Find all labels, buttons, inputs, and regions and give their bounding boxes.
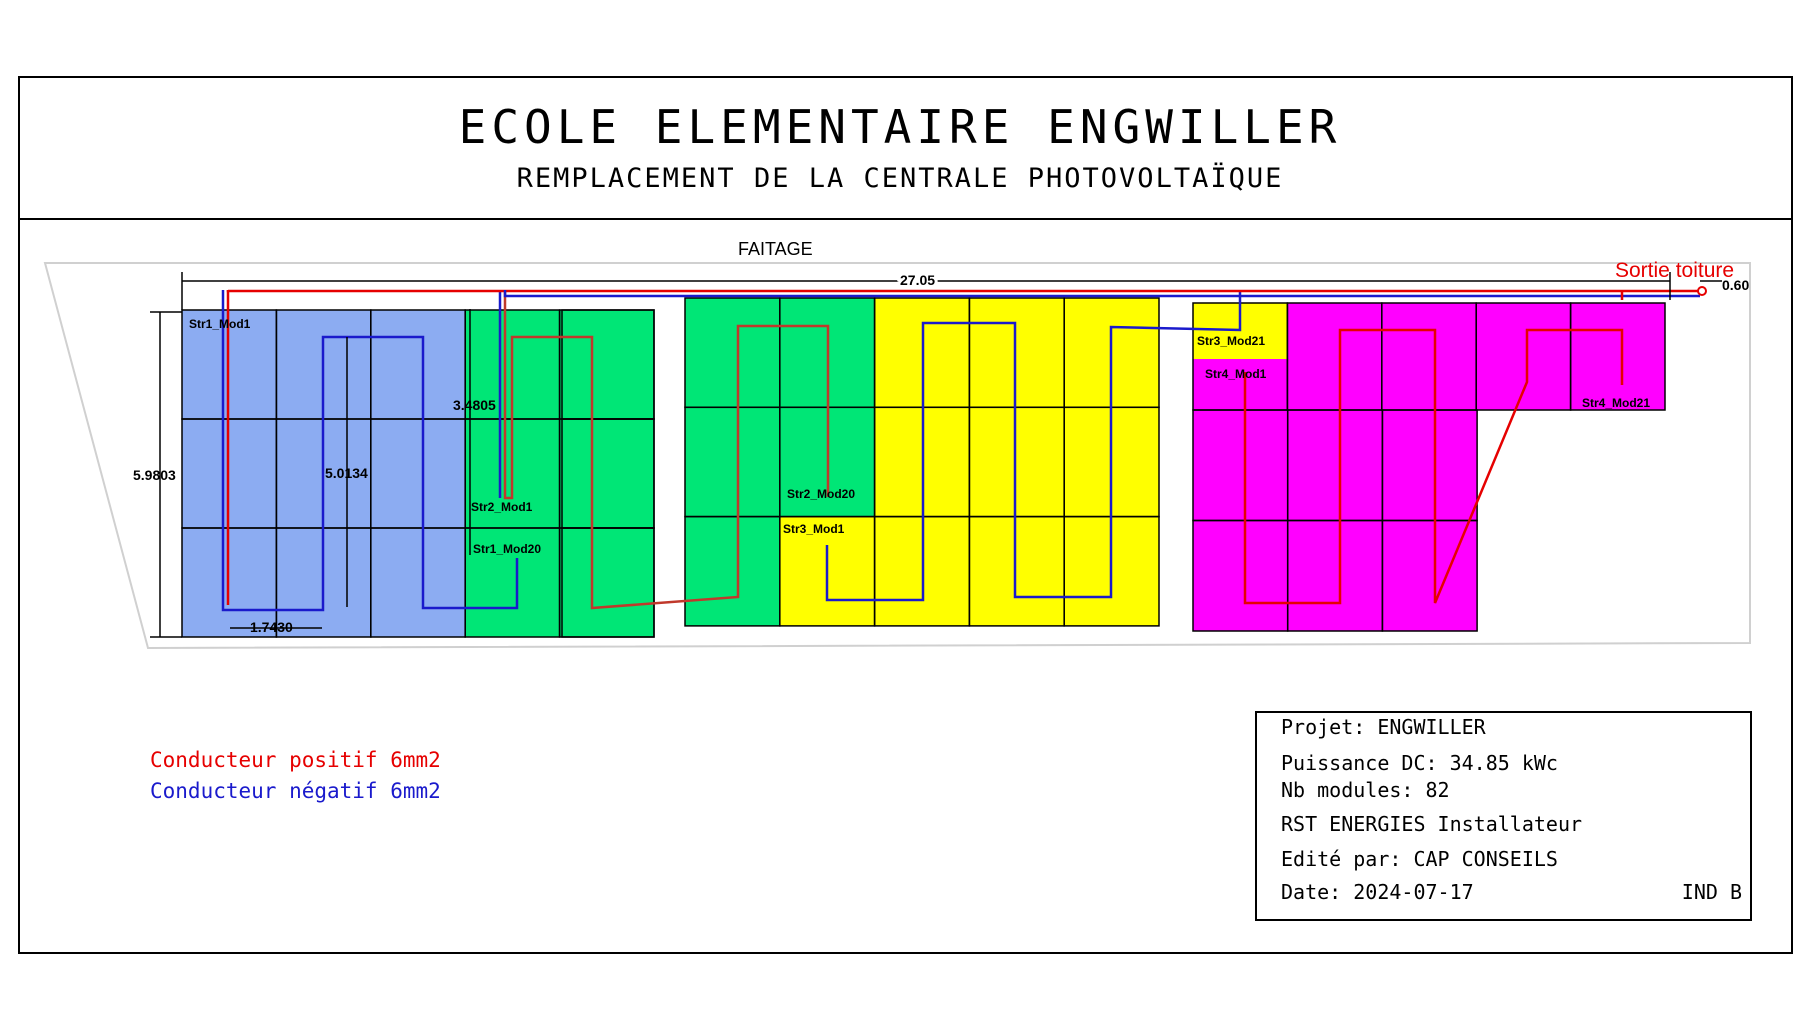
module-label-str1-mod1: Str1_Mod1 bbox=[189, 317, 251, 331]
height-left-dimension: 5.9803 bbox=[133, 467, 176, 483]
edited-by: Edité par: CAP CONSEILS bbox=[1281, 847, 1558, 871]
ridge-label: FAITAGE bbox=[738, 239, 813, 259]
module-label-str2-mod20: Str2_Mod20 bbox=[787, 487, 856, 501]
string3-modules bbox=[875, 298, 1159, 626]
project-name: Projet: ENGWILLER bbox=[1281, 715, 1486, 739]
total-length-dimension: 27.05 bbox=[900, 272, 936, 288]
positive-home-run bbox=[228, 290, 1700, 291]
drawing-title: ECOLE ELEMENTAIRE ENGWILLER bbox=[458, 100, 1342, 154]
roof-exit-point bbox=[1698, 287, 1706, 295]
title-block bbox=[1255, 711, 1752, 921]
legend-positive-conductor: Conducteur positif 6mm2 bbox=[150, 748, 441, 772]
revision-index: IND B bbox=[1681, 880, 1742, 904]
roof-exit-label: Sortie toiture bbox=[1615, 259, 1735, 282]
module-count: Nb modules: 82 bbox=[1281, 778, 1450, 802]
module-label-str1-mod20: Str1_Mod20 bbox=[473, 542, 542, 556]
module-label-str2-mod1: Str2_Mod1 bbox=[471, 500, 533, 514]
module-label-str4-mod1: Str4_Mod1 bbox=[1205, 367, 1267, 381]
installer: RST ENERGIES Installateur bbox=[1281, 812, 1583, 836]
module-label-str4-mod21: Str4_Mod21 bbox=[1582, 396, 1651, 410]
exit-offset-dimension: 0.60 bbox=[1722, 277, 1750, 293]
drawing-subtitle: REMPLACEMENT DE LA CENTRALE PHOTOVOLTAÏQUE bbox=[516, 163, 1284, 194]
drawing-date: Date: 2024-07-17 bbox=[1281, 880, 1474, 904]
module-label-str3-mod21: Str3_Mod21 bbox=[1197, 334, 1266, 348]
legend bbox=[150, 745, 441, 807]
module-width-dimension: 1.7430 bbox=[250, 619, 293, 635]
height-inner-dimension: 5.0134 bbox=[325, 465, 368, 481]
dc-power: Puissance DC: 34.85 kWc bbox=[1281, 751, 1558, 775]
height-upper-dimension: 3.4805 bbox=[453, 397, 496, 413]
string2-modules-bottom bbox=[562, 530, 654, 637]
module-label-str3-mod1: Str3_Mod1 bbox=[783, 522, 845, 536]
legend-negative-conductor: Conducteur négatif 6mm2 bbox=[150, 779, 441, 803]
